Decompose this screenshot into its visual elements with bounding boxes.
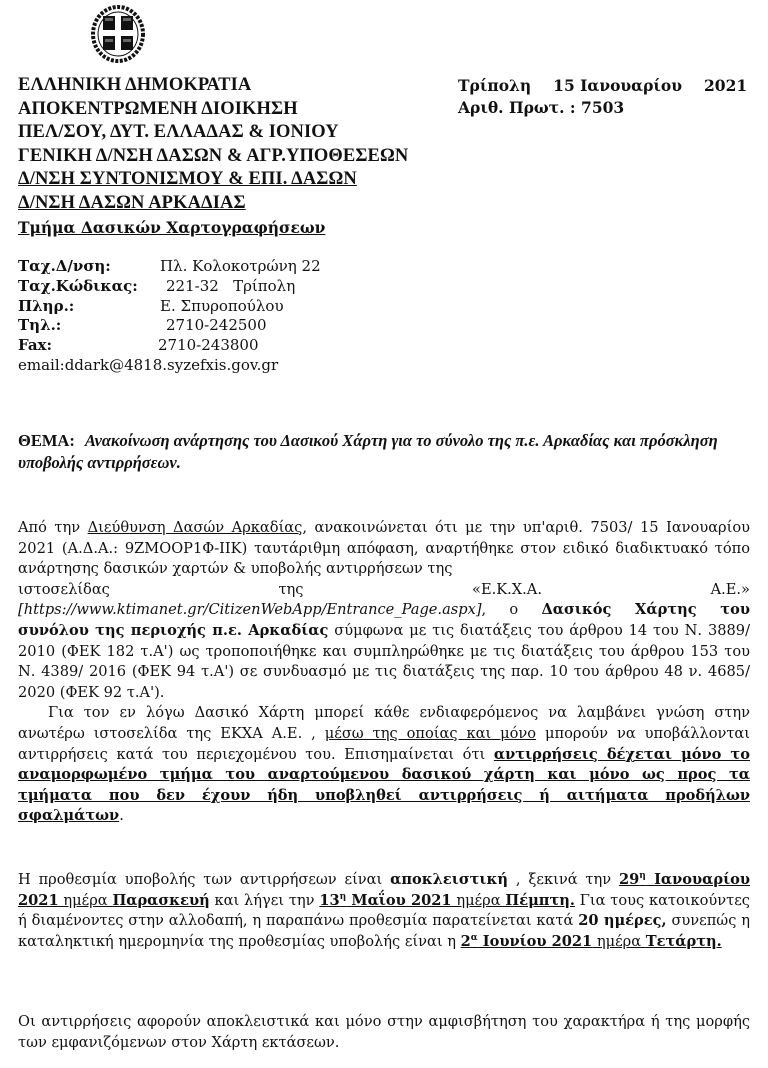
- paragraph-continuation: [18, 600, 750, 703]
- contact-value: Πλ. Κολοκοτρώνη 22: [160, 257, 321, 275]
- text: Για τους κατοικούντες ή διαμένοντες στην αλλοδαπή, η παραπάνω προθεσμία παρατείνεται κατά: [18, 891, 750, 930]
- scope-paragraph: [18, 1012, 750, 1053]
- text: Για τον εν λόγω Δασικό Χάρτη μπορεί κάθε ενδιαφερόμενος να λαμβάνει γνώση στην ανωτέρω ιστοσελίδα της ΕΚΧΑ Α.Ε. ,: [18, 704, 750, 742]
- scope-text: Οι αντιρρήσεις αφορούν αποκλειστικά και μόνο στην αμφισβήτηση του χαρακτήρα ή της μορφής των εμφανιζόμενων στον Χάρτη εκτάσεων.: [18, 1013, 750, 1051]
- issuing-authority-block: [18, 74, 408, 239]
- protocol-number: 7503: [581, 98, 625, 117]
- contact-value: 221-32 Τρίπολη: [166, 276, 296, 295]
- email-row: [18, 356, 278, 376]
- text: συνεπώς η καταληκτική ημερομηνία της προθεσμίας υποβολής είναι η: [18, 912, 750, 950]
- contact-row: [18, 316, 278, 336]
- text: Α.Ε.»: [710, 580, 750, 598]
- weekday: Πέμπτη.: [505, 891, 575, 909]
- ktimanet-url-link[interactable]: [https://www.ktimanet.gr/CitizenWebApp/Entrance_Page.aspx]: [18, 601, 482, 619]
- text: μπορούν να υποβάλλονται αντιρρήσεις κατά του περιεχομένου του. Επισημαίνεται ότι: [18, 724, 751, 763]
- text: ημέρα: [592, 932, 646, 950]
- month-year: Ιουνίου 2021: [477, 932, 593, 950]
- org-line: ΑΠΟΚΕΝΤΡΩΜΕΝΗ ΔΙΟΙΚΗΣΗ: [18, 98, 298, 119]
- ordinal: α: [470, 932, 478, 943]
- spread-line: [18, 580, 750, 601]
- org-line: Δ/ΝΣΗ ΣΥΝΤΟΝΙΣΜΟΥ & ΕΠΙ. ΔΑΣΩΝ: [18, 169, 357, 190]
- emphasis-bold: 20 ημέρες,: [578, 912, 667, 930]
- contact-label: Ταχ.Δ/νση:: [18, 257, 111, 275]
- contact-block: [18, 257, 321, 376]
- paragraph-objections-info: [18, 703, 750, 827]
- authority-name: Διεύθυνση Δασών Αρκαδίας: [87, 519, 303, 536]
- text: ημέρα: [58, 891, 113, 909]
- month-year: Ιανουαρίου 2021: [18, 871, 751, 909]
- org-line: ΓΕΝΙΚΗ Δ/ΝΣΗ ΔΑΣΩΝ & ΑΓΡ.ΥΠΟΘΕΣΕΩΝ: [18, 145, 409, 166]
- contact-label: Ταχ.Κώδικας:: [18, 276, 138, 295]
- place: Τρίπολη: [458, 76, 532, 95]
- text: ημέρα: [451, 891, 506, 909]
- contact-row: [18, 296, 284, 317]
- day-number: 13: [319, 891, 340, 909]
- emphasis: μέσω της οποίας και μόνο: [324, 724, 537, 742]
- org-line: ΕΛΛΗΝΙΚΗ ΔΗΜΟΚΡΑΤΙΑ: [18, 75, 252, 95]
- contact-label: Fax:: [18, 336, 53, 355]
- protocol-label: Αριθ. Πρωτ. :: [458, 98, 576, 117]
- contact-label: Πληρ.:: [18, 296, 75, 315]
- subject-text: Ανακοίνωση ανάρτησης του Δασικού Χάρτη για το σύνολο της π.ε. Αρκαδίας και πρόσκληση υποβολής αντιρρήσεων.: [18, 431, 718, 472]
- text: , ο: [481, 601, 542, 619]
- text: .: [119, 807, 124, 825]
- text: Από την: [18, 519, 88, 536]
- weekday: Τετάρτη.: [645, 932, 722, 950]
- final-date: [461, 933, 593, 950]
- ordinal: η: [339, 891, 347, 902]
- announcement-body: [18, 518, 750, 827]
- org-line: Δ/ΝΣΗ ΔΑΣΩΝ ΑΡΚΑΔΙΑΣ: [18, 192, 246, 213]
- month-year: Μαΐου 2021: [346, 891, 452, 909]
- forest-map-name: Δασικός Χάρτης του συνόλου της περιοχής π.ε. Αρκαδίας: [18, 601, 750, 639]
- contact-value: 2710-243800: [158, 336, 259, 355]
- paragraph-announcement: [18, 518, 750, 580]
- end-date: [319, 892, 451, 909]
- year: 2021: [704, 76, 748, 95]
- weekday: Παρασκευή: [112, 891, 210, 909]
- email-link[interactable]: email:ddark@4818.syzefxis.gov.gr: [18, 355, 279, 374]
- contact-label: Τηλ.:: [18, 316, 62, 335]
- contact-row: [18, 276, 296, 297]
- contact-value: Ε. Σπυροπούλου: [160, 296, 284, 315]
- contact-value: 2710-242500: [166, 316, 267, 335]
- emphasis-bold: αντιρρήσεις δέχεται μόνο το αναμορφωμένο τμήμα του αναρτούμενου δασικού χάρτη και μόνο ως προς τα τμήματα που δεν έχουν ήδη υποβληθεί αντιρρήσεις ή αιτήματα προδήλων σφαλμάτων: [18, 745, 750, 825]
- contact-row: [18, 257, 321, 277]
- text: , ανακοινώνεται ότι με την υπ'αριθ. 7503/ 15 Ιανουαρίου 2021 (Α.Δ.Α.: 9ΖΜΟΟΡ1Φ-ΙΙΚ) ταυτάριθμη απόφαση, αναρτήθηκε στον ειδικό διαδικτυακό τόπο ανάρτησης δασικών χαρτών & υποβολής αντιρρήσεων της: [18, 519, 751, 578]
- text: και λήγει την: [209, 891, 320, 909]
- department-name: Τμήμα Δασικών Χαρτογραφήσεων: [18, 217, 326, 237]
- emphasis-bold: αποκλειστική: [390, 871, 509, 888]
- deadline-paragraph: [18, 870, 750, 952]
- deadline-text: [18, 870, 750, 952]
- text: της: [278, 580, 304, 598]
- day-number: 2: [460, 932, 471, 950]
- date: 15 Ιανουαρίου: [553, 76, 682, 95]
- text: Η προθεσμία υποβολής των αντιρρήσεων είναι: [18, 871, 391, 888]
- subject-label: ΘΕΜΑ:: [18, 431, 75, 450]
- text: σύμφωνα με τις διατάξεις του άρθρου 14 του Ν. 3889/ 2010 (ΦΕΚ 182 τ.Α') ως τροποποιήθηκε και συμπληρώθηκε με τις διατάξεις του άρθρου 153 του Ν. 4389/ 2016 (ΦΕΚ 94 τ.Α') σε συνδυασμό με τις διατάξεις της παρ. 10 του άρθρου 48 ν. 4685/ 2020 (ΦΕΚ 92 τ.Α').: [18, 621, 750, 701]
- text: ιστοσελίδας: [18, 580, 110, 598]
- contact-row: [18, 336, 278, 356]
- text: , ξεκινά την: [508, 871, 619, 888]
- subject: [18, 430, 758, 474]
- date-protocol-block: [458, 75, 747, 119]
- org-line: ΠΕΛ/ΣΟΥ, ΔΥΤ. ΕΛΛΑΔΑΣ & ΙΟΝΙΟΥ: [18, 122, 339, 143]
- text: «Ε.Κ.Χ.Α.: [472, 580, 542, 598]
- greek-coat-of-arms-emblem: [90, 4, 146, 64]
- ordinal: η: [639, 871, 646, 882]
- day-number: 29: [618, 871, 640, 888]
